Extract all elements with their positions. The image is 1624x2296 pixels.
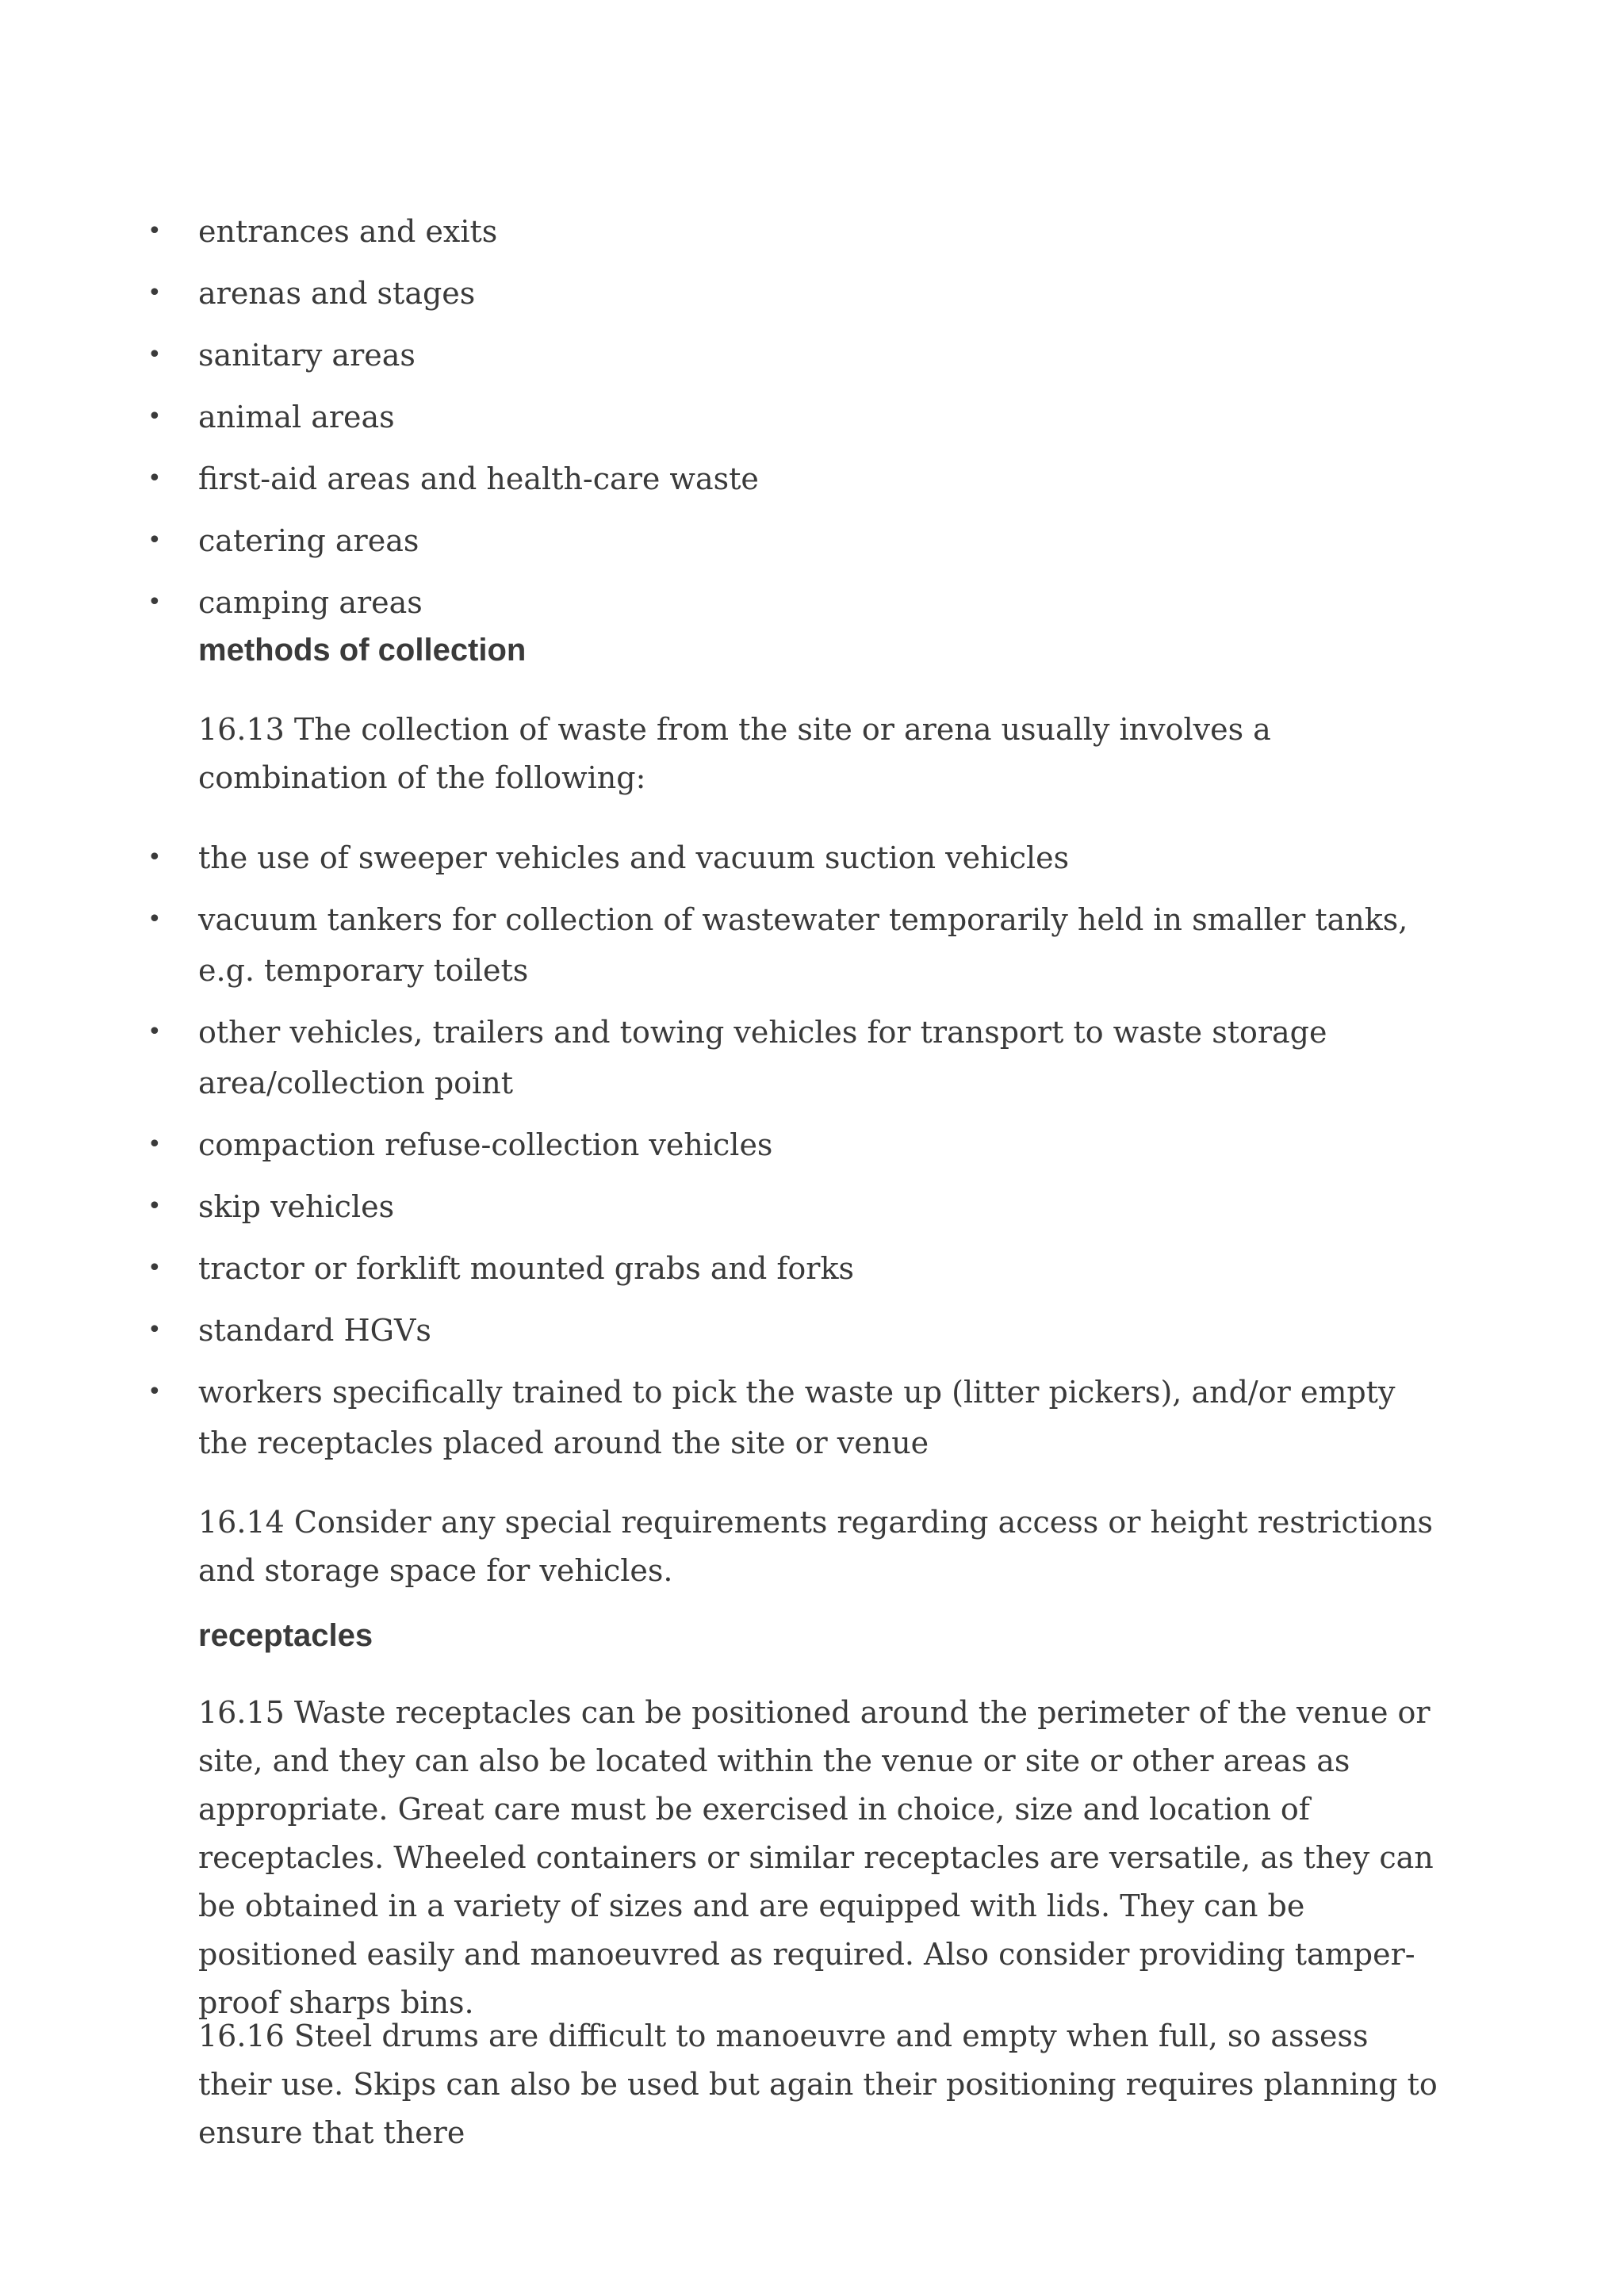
list-item: • compaction refuse-collection vehicles: [0, 1119, 1624, 1170]
bullet-icon: •: [147, 905, 162, 933]
bullet-icon: •: [147, 1378, 162, 1406]
list-item: • other vehicles, trailers and towing vehicles for transport to waste storage area/collection point: [0, 1007, 1624, 1108]
list-item: • entrances and exits: [0, 206, 1624, 257]
paragraph-16-13: 16.13 The collection of waste from the site or arena usually involves a combination of the following:: [198, 712, 1271, 795]
list-item: • vacuum tankers for collection of wastewater temporarily held in smaller tanks, e.g. temporary toilets: [0, 894, 1624, 996]
list-item: • camping areas: [0, 577, 1624, 628]
bullet-icon: •: [147, 217, 162, 245]
bullet-icon: •: [147, 844, 162, 871]
list-item: • arenas and stages: [0, 268, 1624, 319]
list-item: • the use of sweeper vehicles and vacuum suction vehicles: [0, 832, 1624, 883]
bullet-icon: •: [147, 465, 162, 492]
collection-methods-list: [0, 832, 1624, 1479]
paragraph-16-15: 16.15 Waste receptacles can be positioned around the perimeter of the venue or site, and they can also be located within the venue or site or other areas as appropriate. Great care must be exercised in choice, size and location of receptacles. Wheeled containers or similar receptacles are versatile, as they can be obtained in a variety of sizes and are equipped with lids. They can be positioned easily and manoeuvred as required. Also consider providing tamper-proof sharps bins.: [198, 1695, 1434, 2020]
list-item: • tractor or forklift mounted grabs and forks: [0, 1243, 1624, 1294]
bullet-icon: •: [147, 1316, 162, 1344]
bullet-icon: •: [147, 341, 162, 369]
list-item: • first-aid areas and health-care waste: [0, 453, 1624, 504]
bullet-icon: •: [147, 279, 162, 307]
paragraph-16-16: 16.16 Steel drums are difficult to manoeuvre and empty when full, so assess their use. Skips can also be used but again their positioning requires planning to ensure that there: [198, 2019, 1438, 2150]
list-item: • skip vehicles: [0, 1181, 1624, 1232]
bullet-icon: •: [147, 588, 162, 616]
list-item: • workers specifically trained to pick the waste up (litter pickers), and/or empty the receptacles placed around the site or venue: [0, 1367, 1624, 1468]
bullet-icon: •: [147, 403, 162, 430]
paragraph-16-14: 16.14 Consider any special requirements regarding access or height restrictions and storage space for vehicles.: [198, 1505, 1434, 1588]
areas-list: [0, 206, 1624, 639]
bullet-icon: •: [147, 1018, 162, 1046]
list-item: • standard HGVs: [0, 1305, 1624, 1356]
list-item: • catering areas: [0, 515, 1624, 566]
bullet-icon: •: [147, 526, 162, 554]
bullet-icon: •: [147, 1254, 162, 1282]
bullet-icon: •: [147, 1192, 162, 1220]
section-heading-receptacles: receptacles: [198, 1618, 373, 1653]
list-item: • sanitary areas: [0, 330, 1624, 381]
section-heading-collection: methods of collection: [198, 633, 527, 668]
list-item: • animal areas: [0, 392, 1624, 442]
bullet-icon: •: [147, 1131, 162, 1158]
